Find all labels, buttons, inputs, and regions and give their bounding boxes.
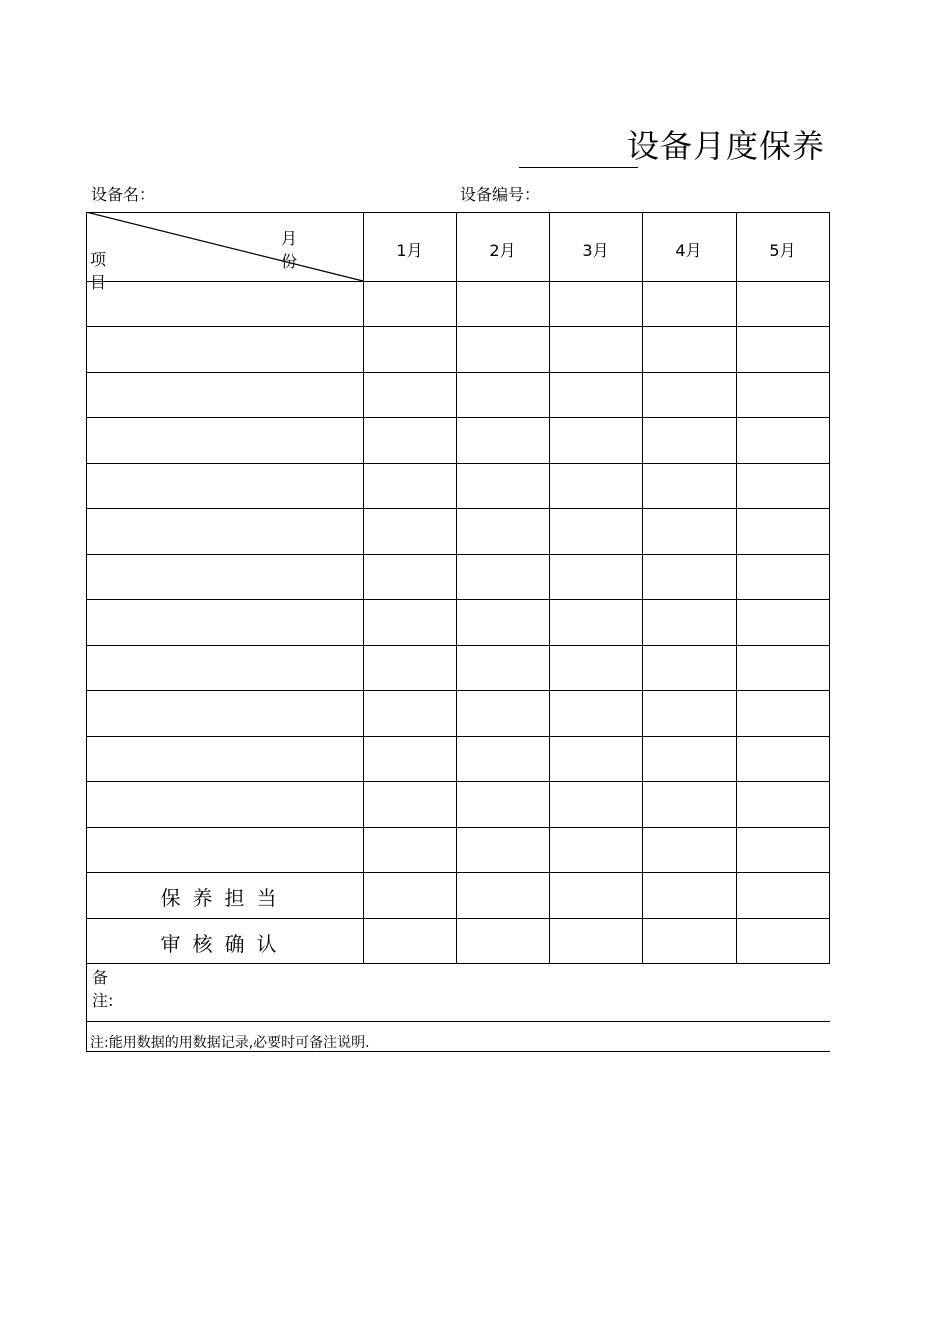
equipment-name-label: 设备名：	[91, 185, 156, 204]
equipment-number-label: 设备编号：	[460, 185, 541, 204]
table-row-divider	[86, 417, 830, 418]
table-row-divider	[86, 645, 830, 646]
table-row-divider	[86, 827, 830, 828]
month-header: 4月	[675, 241, 702, 260]
maintenance-owner-label: 保养担当	[160, 886, 289, 910]
review-confirm-label: 审核确认	[160, 932, 289, 956]
page-title: 设备月度保养	[627, 127, 826, 165]
month-header: 3月	[582, 241, 609, 260]
footnote: 注:能用数据的用数据记录,必要时可备注说明.	[90, 1035, 370, 1051]
title-blank-underline	[519, 167, 638, 168]
table-row-divider	[86, 872, 830, 873]
table-row-divider	[86, 736, 830, 737]
table-row-divider	[86, 554, 830, 555]
table-col-divider	[642, 212, 643, 964]
table-col-divider	[456, 212, 457, 964]
table-row-divider	[86, 372, 830, 373]
corner-diagonal-line	[86, 212, 364, 282]
remarks-label: 备注:	[92, 968, 114, 1010]
table-right-border	[829, 212, 830, 964]
table-row-divider	[86, 508, 830, 509]
table-col-divider	[549, 212, 550, 964]
remarks-bottom-line	[86, 1021, 830, 1022]
table-col-divider	[736, 212, 737, 964]
table-row-divider	[86, 918, 830, 919]
table-row-divider	[86, 463, 830, 464]
month-header: 2月	[489, 241, 516, 260]
table-row-divider	[86, 781, 830, 782]
corner-month-label: 月份	[281, 229, 302, 271]
table-row-divider	[86, 963, 830, 964]
table-left-border	[86, 212, 87, 1052]
month-header: 5月	[769, 241, 796, 260]
table-col-divider	[363, 212, 364, 964]
table-row-divider	[86, 326, 830, 327]
month-header: 1月	[396, 241, 423, 260]
table-row-divider	[86, 690, 830, 691]
corner-item-label: 项目	[90, 250, 107, 292]
table-row-divider	[86, 599, 830, 600]
